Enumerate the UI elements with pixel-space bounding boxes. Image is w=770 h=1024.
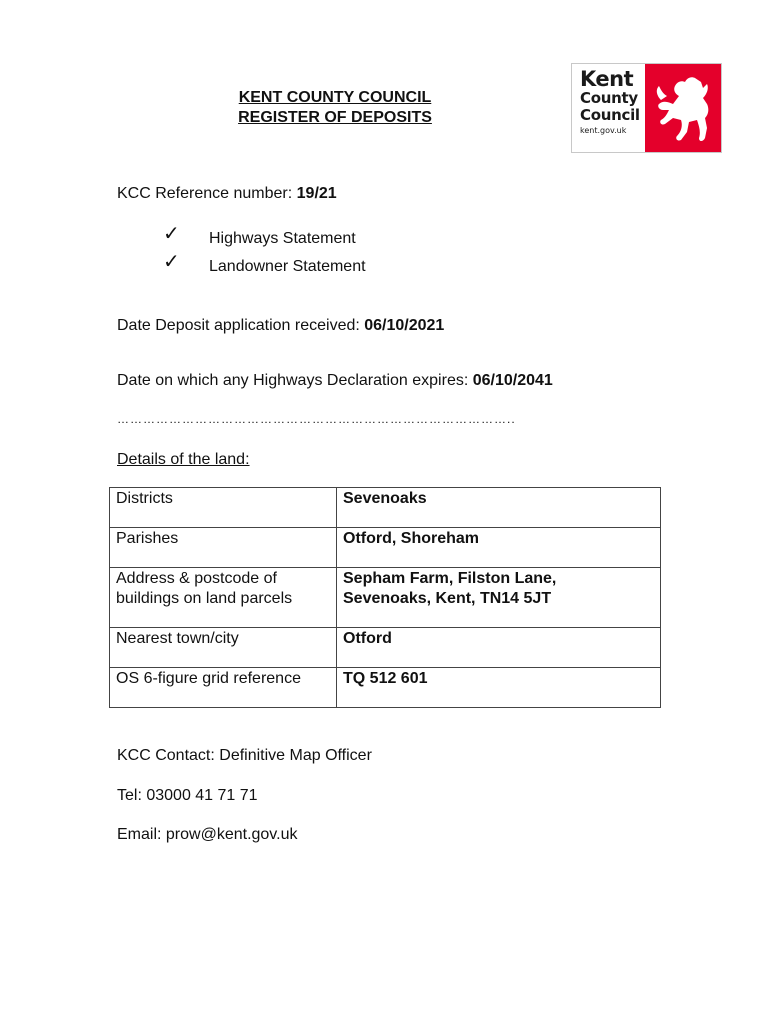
address-value-line-2: Sevenoaks, Kent, TN14 5JT (343, 590, 552, 607)
districts-label: Districts (110, 488, 337, 528)
grid-reference-label: OS 6-figure grid reference (110, 668, 337, 708)
date-expires-label: Date on which any Highways Declaration expires: (117, 372, 473, 389)
address-value-line-1: Sepham Farm, Filston Lane, (343, 570, 557, 587)
date-received-value: 06/10/2021 (364, 317, 445, 334)
grid-reference-value: TQ 512 601 (337, 668, 661, 708)
check-icon: ✓ (163, 251, 180, 273)
land-details-table (109, 487, 661, 708)
parishes-label: Parishes (110, 528, 337, 568)
logo-text-county: County (580, 89, 638, 107)
nearest-town-label: Nearest town/city (110, 628, 337, 668)
address-value (337, 568, 661, 628)
logo-emblem (645, 64, 721, 152)
table-row (110, 528, 661, 568)
table-row (110, 628, 661, 668)
date-received (117, 316, 444, 336)
date-expires (117, 371, 553, 391)
kent-county-council-logo (571, 63, 722, 153)
document-heading (190, 88, 480, 128)
table-row (110, 488, 661, 528)
table-row (110, 668, 661, 708)
logo-text-kent: Kent (580, 67, 634, 91)
parishes-value: Otford, Shoreham (337, 528, 661, 568)
kcc-reference-value: 19/21 (296, 185, 337, 202)
table-row (110, 568, 661, 628)
contact-email: Email: prow@kent.gov.uk (117, 826, 298, 843)
contact-telephone: Tel: 03000 41 71 71 (117, 787, 258, 804)
districts-value: Sevenoaks (337, 488, 661, 528)
date-expires-value: 06/10/2041 (472, 372, 553, 389)
heading-line-2: REGISTER OF DEPOSITS (238, 109, 432, 126)
details-heading: Details of the land: (117, 451, 250, 468)
address-label-line-2: buildings on land parcels (116, 590, 293, 607)
kcc-reference (117, 184, 337, 204)
date-received-label: Date Deposit application received: (117, 317, 365, 334)
logo-wordmark (572, 64, 645, 152)
white-horse-icon (651, 70, 715, 146)
address-label-line-1: Address & postcode of (116, 570, 277, 587)
heading-line-1: KENT COUNTY COUNCIL (238, 89, 432, 106)
address-label (110, 568, 337, 628)
dotted-separator: ……………………………………………………………………………….. (117, 412, 516, 426)
statement-highways: Highways Statement (209, 230, 356, 247)
kcc-contact: KCC Contact: Definitive Map Officer (117, 747, 372, 764)
logo-text-council: Council (580, 106, 640, 124)
logo-url: kent.gov.uk (580, 126, 627, 135)
nearest-town-value: Otford (337, 628, 661, 668)
kcc-reference-label: KCC Reference number: (117, 185, 297, 202)
statement-landowner: Landowner Statement (209, 258, 366, 275)
check-icon: ✓ (163, 223, 180, 245)
